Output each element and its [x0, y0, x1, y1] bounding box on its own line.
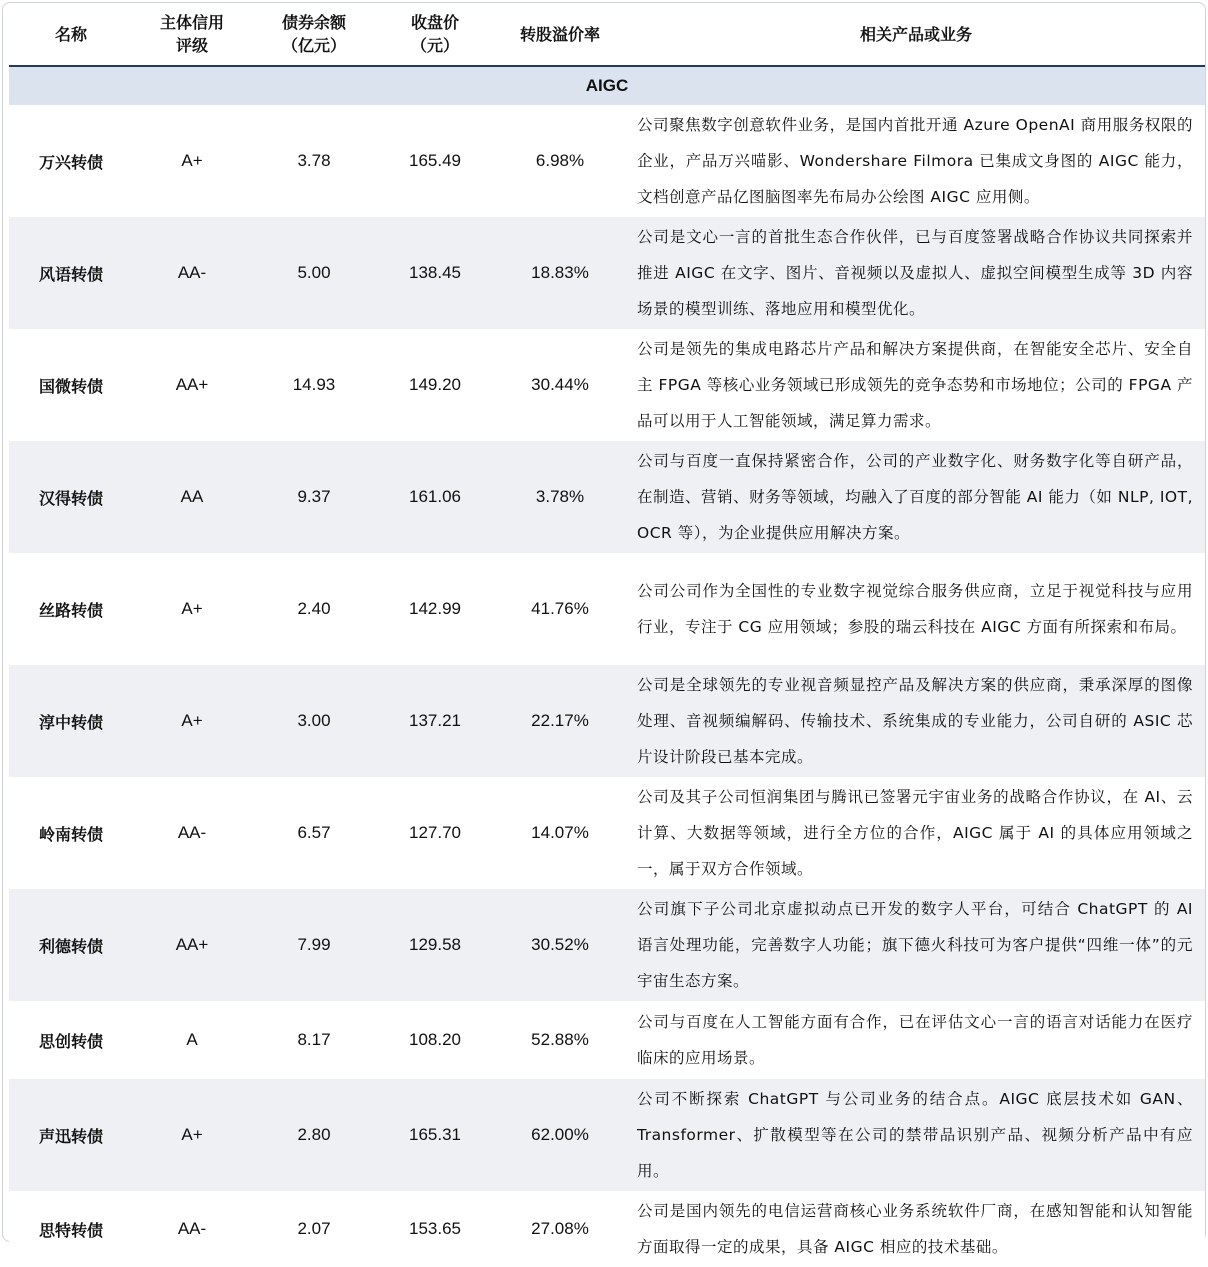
description-cell: 公司是全球领先的专业视音频显控产品及解决方案的供应商，秉承深厚的图像处理、音视频编解码、传输技术、系统集成的专业能力，公司自研的 ASIC 芯片设计阶段已基本完成。: [627, 665, 1205, 777]
section-row: [9, 66, 1205, 105]
bond-name-cell: 淳中转债: [9, 665, 133, 777]
table-frame: [2, 2, 1206, 1256]
balance-cell: 9.37: [251, 441, 377, 553]
table-row: [9, 329, 1205, 441]
close-price-cell: 137.21: [377, 665, 493, 777]
balance-cell: 3.78: [251, 105, 377, 217]
close-price-cell: 127.70: [377, 777, 493, 889]
bond-name-cell: 国微转债: [9, 329, 133, 441]
bond-table: [9, 3, 1205, 1267]
close-price-cell: 108.20: [377, 1001, 493, 1079]
header-premium: 转股溢价率: [519, 24, 600, 44]
close-price-cell: 129.58: [377, 889, 493, 1001]
bond-name-cell: 汉得转债: [9, 441, 133, 553]
rating-cell: A+: [133, 105, 251, 217]
description-cell: 公司不断探索 ChatGPT 与公司业务的结合点。AIGC 底层技术如 GAN、Transformer、扩散模型等在公司的禁带品识别产品、视频分析产品中有应用。: [627, 1079, 1205, 1191]
balance-cell: 8.17: [251, 1001, 377, 1079]
header-balance: 债券余额 （亿元）: [281, 13, 346, 55]
close-price-cell: 165.31: [377, 1079, 493, 1191]
premium-cell: 30.52%: [493, 889, 627, 1001]
premium-cell: 27.08%: [493, 1191, 627, 1267]
table-row: [9, 105, 1205, 217]
table-row: [9, 777, 1205, 889]
section-title: AIGC: [9, 66, 1205, 105]
balance-cell: 7.99: [251, 889, 377, 1001]
bond-name-cell: 岭南转债: [9, 777, 133, 889]
rating-cell: A+: [133, 553, 251, 665]
close-price-cell: 165.49: [377, 105, 493, 217]
close-price-cell: 149.20: [377, 329, 493, 441]
close-price-cell: 153.65: [377, 1191, 493, 1267]
balance-cell: 14.93: [251, 329, 377, 441]
premium-cell: 30.44%: [493, 329, 627, 441]
description-cell: 公司与百度在人工智能方面有合作，已在评估文心一言的语言对话能力在医疗临床的应用场景。: [627, 1001, 1205, 1079]
description-cell: 公司公司作为全国性的专业数字视觉综合服务供应商，立足于视觉科技与应用行业，专注于 CG 应用领域；参股的瑞云科技在 AIGC 方面有所探索和布局。: [627, 553, 1205, 665]
premium-cell: 52.88%: [493, 1001, 627, 1079]
header-close: 收盘价 （元）: [410, 13, 459, 55]
bond-name-cell: 思特转债: [9, 1191, 133, 1267]
header-rating: 主体信用 评级: [159, 13, 224, 55]
table-row: [9, 889, 1205, 1001]
balance-cell: 2.07: [251, 1191, 377, 1267]
premium-cell: 6.98%: [493, 105, 627, 217]
description-cell: 公司是国内领先的电信运营商核心业务系统软件厂商，在感知智能和认知智能方面取得一定的成果，具备 AIGC 相应的技术基础。: [627, 1191, 1205, 1267]
balance-cell: 3.00: [251, 665, 377, 777]
description-cell: 公司是文心一言的首批生态合作伙伴，已与百度签署战略合作协议共同探索并推进 AIGC 在文字、图片、音视频以及虚拟人、虚拟空间模型生成等 3D 内容场景的模型训练、落地应用和模型优化。: [627, 217, 1205, 329]
premium-cell: 14.07%: [493, 777, 627, 889]
premium-cell: 62.00%: [493, 1079, 627, 1191]
premium-cell: 41.76%: [493, 553, 627, 665]
close-price-cell: 138.45: [377, 217, 493, 329]
balance-cell: 5.00: [251, 217, 377, 329]
header-name: 名称: [54, 24, 87, 44]
table-row: [9, 441, 1205, 553]
close-price-cell: 142.99: [377, 553, 493, 665]
bond-name-cell: 思创转债: [9, 1001, 133, 1079]
rating-cell: A+: [133, 665, 251, 777]
rating-cell: A: [133, 1001, 251, 1079]
bond-name-cell: 声迅转债: [9, 1079, 133, 1191]
description-cell: 公司及其子公司恒润集团与腾讯已签署元宇宙业务的战略合作协议，在 AI、云计算、大数据等领域，进行全方位的合作，AIGC 属于 AI 的具体应用领域之一，属于双方合作领域。: [627, 777, 1205, 889]
description-cell: 公司与百度一直保持紧密合作，公司的产业数字化、财务数字化等自研产品，在制造、营销、财务等领域，均融入了百度的部分智能 AI 能力（如 NLP, IOT, OCR 等），为企业提供应用解决方案。: [627, 441, 1205, 553]
bond-name-cell: 万兴转债: [9, 105, 133, 217]
rating-cell: AA-: [133, 1191, 251, 1267]
balance-cell: 2.80: [251, 1079, 377, 1191]
table-row: [9, 1079, 1205, 1191]
rating-cell: AA+: [133, 889, 251, 1001]
bond-name-cell: 风语转债: [9, 217, 133, 329]
balance-cell: 2.40: [251, 553, 377, 665]
table-row: [9, 1191, 1205, 1267]
description-cell: 公司是领先的集成电路芯片产品和解决方案提供商，在智能安全芯片、安全自主 FPGA 等核心业务领域已形成领先的竞争态势和市场地位；公司的 FPGA 产品可以用于人工智能领域，满足算力需求。: [627, 329, 1205, 441]
rating-cell: AA+: [133, 329, 251, 441]
premium-cell: 18.83%: [493, 217, 627, 329]
table-row: [9, 553, 1205, 665]
table-row: [9, 665, 1205, 777]
rating-cell: AA-: [133, 777, 251, 889]
header-row: [9, 3, 1205, 66]
rating-cell: A+: [133, 1079, 251, 1191]
header-desc: 相关产品或业务: [859, 24, 972, 44]
premium-cell: 3.78%: [493, 441, 627, 553]
bond-name-cell: 利德转债: [9, 889, 133, 1001]
balance-cell: 6.57: [251, 777, 377, 889]
description-cell: 公司聚焦数字创意软件业务，是国内首批开通 Azure OpenAI 商用服务权限的企业，产品万兴喵影、Wondershare Filmora 已集成文身图的 AIGC 能力，文档创意产品亿图脑图率先布局办公绘图 AIGC 应用侧。: [627, 105, 1205, 217]
description-cell: 公司旗下子公司北京虚拟动点已开发的数字人平台，可结合 ChatGPT 的 AI 语言处理功能，完善数字人功能；旗下德火科技可为客户提供“四维一体”的元宇宙生态方案。: [627, 889, 1205, 1001]
table-row: [9, 217, 1205, 329]
rating-cell: AA-: [133, 217, 251, 329]
table-row: [9, 1001, 1205, 1079]
premium-cell: 22.17%: [493, 665, 627, 777]
rating-cell: AA: [133, 441, 251, 553]
bond-name-cell: 丝路转债: [9, 553, 133, 665]
close-price-cell: 161.06: [377, 441, 493, 553]
